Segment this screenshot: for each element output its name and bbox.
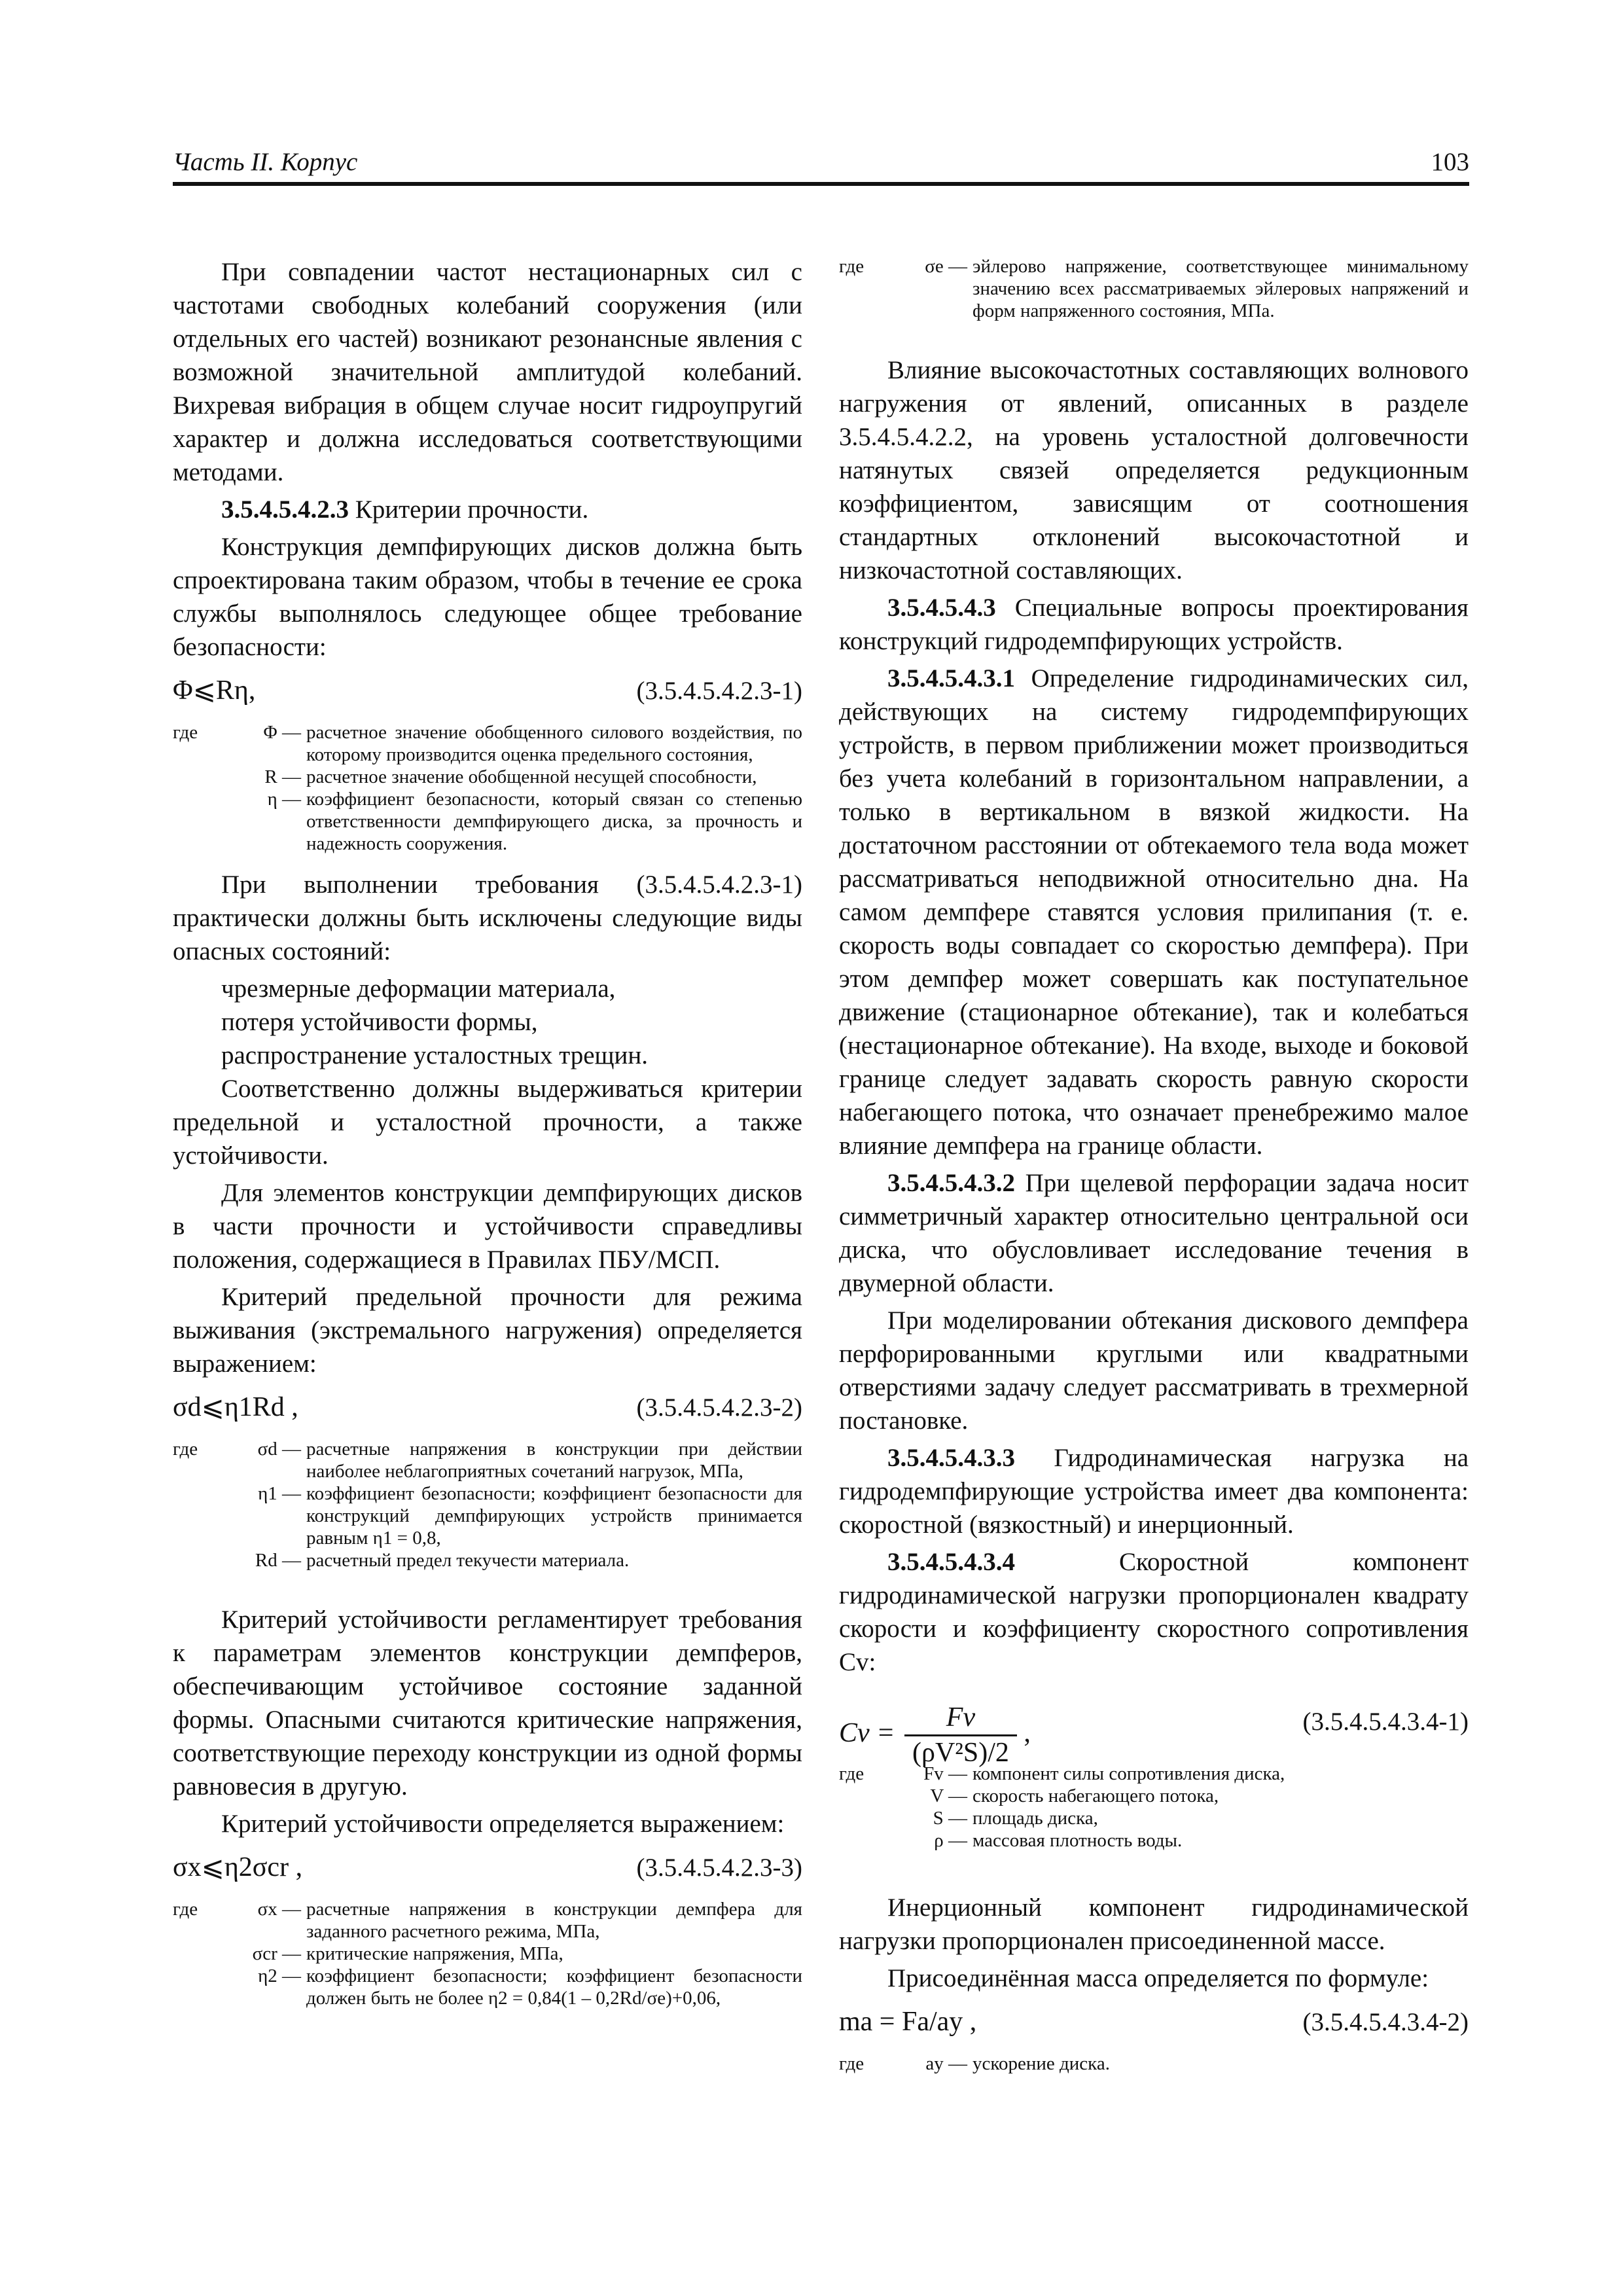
variable-legend <box>839 2053 1469 2075</box>
legend-symbol: Rd — <box>255 1550 301 1571</box>
right-column <box>839 255 1469 2088</box>
variable-legend <box>173 1898 802 2009</box>
section-number: 3.5.4.5.4.3 <box>887 594 996 622</box>
legend-text: коэффициент безопасности; коэффициент безопасности должен быть не более η2 = 0,84(1 – 0,2Rd/σe)+0,06, <box>306 1965 802 2009</box>
legend-text: расчетные напряжения в конструкции демпфера для заданного расчетного режима, МПа, <box>306 1899 802 1942</box>
legend-text: ускорение диска. <box>972 2053 1110 2074</box>
equation-number: (3.5.4.5.4.2.3-2) <box>636 1393 802 1422</box>
where-label: где <box>839 2053 865 2074</box>
legend-text: коэффициент безопасности; коэффициент безопасности для конструкций демпфирующих устройств принимается равным η1 = 0,8, <box>306 1483 802 1549</box>
left-column <box>173 255 802 2022</box>
legend-text: критические напряжения, МПа, <box>306 1943 563 1964</box>
legend-symbol: ρ — <box>934 1830 967 1851</box>
formula-expression: σd⩽η1Rd , <box>173 1392 298 1422</box>
formula <box>173 674 802 712</box>
section-title: Специальные вопросы проектирования конструкций гидродемпфирующих устройств. <box>839 594 1469 655</box>
section-text: Определение гидродинамических сил, действующих на систему гидродемпфирующих устройств, в первом приближении может производиться без учета колебаний в горизонтальном направлении, а только в вертикальном в вязкой жидкости. На достаточном расстоянии от обтекаемого тела вода может рассматриваться неподвижной относительно дна. На самом демпфере ставятся условия прилипания (т. е. скорость воды совпадает со скоростью демпфера). При этом демпфер может совершать как поступательное движение (стационарное обтекание), так и колебаться (нестационарное обтекание). На входе, выходе и боковой границе следует задавать скорость равную скорости набегающего потока, что означает пренебрежимо малое влияние демпфера на границе области. <box>839 664 1469 1160</box>
legend-text: расчетные напряжения в конструкции при действии наиболее неблагоприятных сочетаний нагрузок, МПа, <box>306 1439 802 1482</box>
formula-expression <box>839 1701 1031 1770</box>
legend-text: площадь диска, <box>972 1808 1098 1829</box>
list-item: распространение усталостных трещин. <box>221 1041 649 1069</box>
legend-text: расчетное значение обобщенного силового воздействия, по которому производится оценка предельного состояния, <box>306 722 802 765</box>
legend-symbol: σx — <box>257 1899 301 1920</box>
section-number: 3.5.4.5.4.3.3 <box>887 1444 1015 1472</box>
list-item: потеря устойчивости формы, <box>221 1008 538 1036</box>
section-heading <box>173 493 802 526</box>
legend-symbol: σe — <box>925 256 967 277</box>
formula-expression: ma = Fa/ay , <box>839 2007 977 2037</box>
where-label: где <box>173 722 198 743</box>
legend-symbol: S — <box>933 1808 967 1829</box>
equation-number: (3.5.4.5.4.3.4-1) <box>1302 1708 1469 1736</box>
formula <box>839 1689 1469 1768</box>
legend-text: эйлерово напряжение, соответствующее минимальному значению всех рассматриваемых эйлеровых напряжений и форм напряженного состояния, МПа. <box>972 256 1469 321</box>
section-number: 3.5.4.5.4.3.1 <box>887 664 1015 692</box>
list-item: чрезмерные деформации материала, <box>221 975 616 1003</box>
equation-number: (3.5.4.5.4.2.3-3) <box>636 1854 802 1882</box>
legend-symbol: Fv — <box>923 1763 967 1784</box>
legend-symbol: σd — <box>257 1439 301 1460</box>
where-label: где <box>839 256 865 277</box>
variable-legend <box>173 721 802 855</box>
section-number: 3.5.4.5.4.3.2 <box>887 1169 1015 1197</box>
paragraph: При моделировании обтекания дискового демпфера перфорированными круглыми или квадратными отверстиями задачу следует рассматривать в трехмерной постановке. <box>839 1306 1469 1435</box>
equation-number: (3.5.4.5.4.2.3-1) <box>636 677 802 705</box>
page-number: 103 <box>1431 148 1469 176</box>
formula <box>173 1851 802 1889</box>
legend-symbol: σcr — <box>252 1943 301 1964</box>
paragraph: Инерционный компонент гидродинамической нагрузки пропорционален присоединенной массе. <box>839 1893 1469 1955</box>
legend-text: коэффициент безопасности, который связан со степенью ответственности демпфирующего диска, за прочность и надежность сооружения. <box>306 789 802 854</box>
section-paragraph <box>839 662 1469 1162</box>
legend-symbol: η2 — <box>258 1965 301 1986</box>
legend-symbol: ay — <box>925 2053 967 2074</box>
section-paragraph <box>839 1166 1469 1300</box>
section-title: Критерии прочности. <box>349 495 589 524</box>
formula-expression: Φ⩽Rη, <box>173 675 256 706</box>
legend-symbol: V — <box>930 1785 967 1806</box>
section-paragraph <box>839 1441 1469 1541</box>
where-label: где <box>173 1439 198 1460</box>
legend-text: расчетное значение обобщенной несущей способности, <box>306 766 757 787</box>
formula-expression: σx⩽η2σcr , <box>173 1852 303 1882</box>
variable-legend <box>839 255 1469 322</box>
section-number: 3.5.4.5.4.3.4 <box>887 1548 1015 1576</box>
where-label: где <box>839 1763 865 1784</box>
paragraph: Соответственно должны выдерживаться критерии предельной и усталостной прочности, а также устойчивости. <box>173 1075 802 1170</box>
variable-legend <box>173 1438 802 1571</box>
paragraph: Критерий устойчивости регламентирует требования к параметрам элементов конструкции демпферов, обеспечивающим устойчивое состояние заданной формы. Опасными считаются критические напряжения, соответствующие переходу конструкции из одной формы равновесия в другую. <box>173 1605 802 1801</box>
paragraph: Влияние высокочастотных составляющих волнового нагружения от явлений, описанных в разделе 3.5.4.5.4.2.2, на уровень усталостной долговечности натянутых связей определяется редукционным коэффициентом, зависящим от соотношения стандартных отклонений высокочастотной и низкочастотной составляющих. <box>839 356 1469 584</box>
formula-lhs: Cv = <box>839 1718 895 1749</box>
formula <box>839 2005 1469 2043</box>
legend-symbol: η1 — <box>258 1483 301 1504</box>
legend-symbol: R — <box>264 766 301 787</box>
formula-tail: , <box>1016 1718 1031 1749</box>
fraction-denominator: (ρV²S)/2 <box>912 1738 1009 1768</box>
fraction-numerator: Fv <box>904 1701 1017 1736</box>
page-header <box>173 139 1469 186</box>
paragraph: Присоединённая масса определяется по формуле: <box>887 1964 1429 1992</box>
section-paragraph <box>839 1545 1469 1679</box>
running-title: Часть II. Корпус <box>173 148 358 176</box>
formula <box>173 1391 802 1429</box>
paragraph: Для элементов конструкции демпфирующих дисков в части прочности и устойчивости справедливы положения, содержащиеся в Правилах ПБУ/МСП. <box>173 1179 802 1274</box>
section-text: При щелевой перфорации задача носит симметричный характер относительно центральной оси диска, что обусловливает исследование течения в двумерной области. <box>839 1169 1469 1297</box>
section-text: Скоростной компонент гидродинамической нагрузки пропорционален квадрату скорости и коэффициенту скоростного сопротивления Cv: <box>839 1548 1469 1676</box>
paragraph: При совпадении частот нестационарных сил с частотами свободных колебаний сооружения (или отдельных его частей) возникают резонансные явления с возможной значительной амплитудой колебаний. Вихревая вибрация в общем случае носит гидроупругий характер и должна исследоваться соответствующими методами. <box>173 258 802 486</box>
section-text: Гидродинамическая нагрузка на гидродемпфирующие устройства имеет два компонента: скоростной (вязкостный) и инерционный. <box>839 1444 1469 1539</box>
legend-symbol: Φ — <box>263 722 301 743</box>
legend-symbol: η — <box>267 789 301 810</box>
paragraph: Критерий предельной прочности для режима выживания (экстремального нагружения) определяется выражением: <box>173 1283 802 1378</box>
legend-text: компонент силы сопротивления диска, <box>972 1763 1285 1784</box>
where-label: где <box>173 1899 198 1920</box>
section-number: 3.5.4.5.4.2.3 <box>221 495 349 524</box>
legend-text: расчетный предел текучести материала. <box>306 1550 630 1571</box>
equation-number: (3.5.4.5.4.3.4-2) <box>1302 2008 1469 2036</box>
legend-text: скорость набегающего потока, <box>972 1785 1219 1806</box>
variable-legend <box>839 1763 1469 1852</box>
fraction <box>904 1701 1017 1770</box>
paragraph: При выполнении требования (3.5.4.5.4.2.3-1) практически должны быть исключены следующие виды опасных состояний: <box>173 870 802 965</box>
paragraph: Критерий устойчивости определяется выражением: <box>221 1810 785 1838</box>
paragraph: Конструкция демпфирующих дисков должна быть спроектирована таким образом, чтобы в течение ее срока службы выполнялось следующее общее требование безопасности: <box>173 533 802 661</box>
legend-text: массовая плотность воды. <box>972 1830 1183 1851</box>
section-heading <box>839 591 1469 658</box>
